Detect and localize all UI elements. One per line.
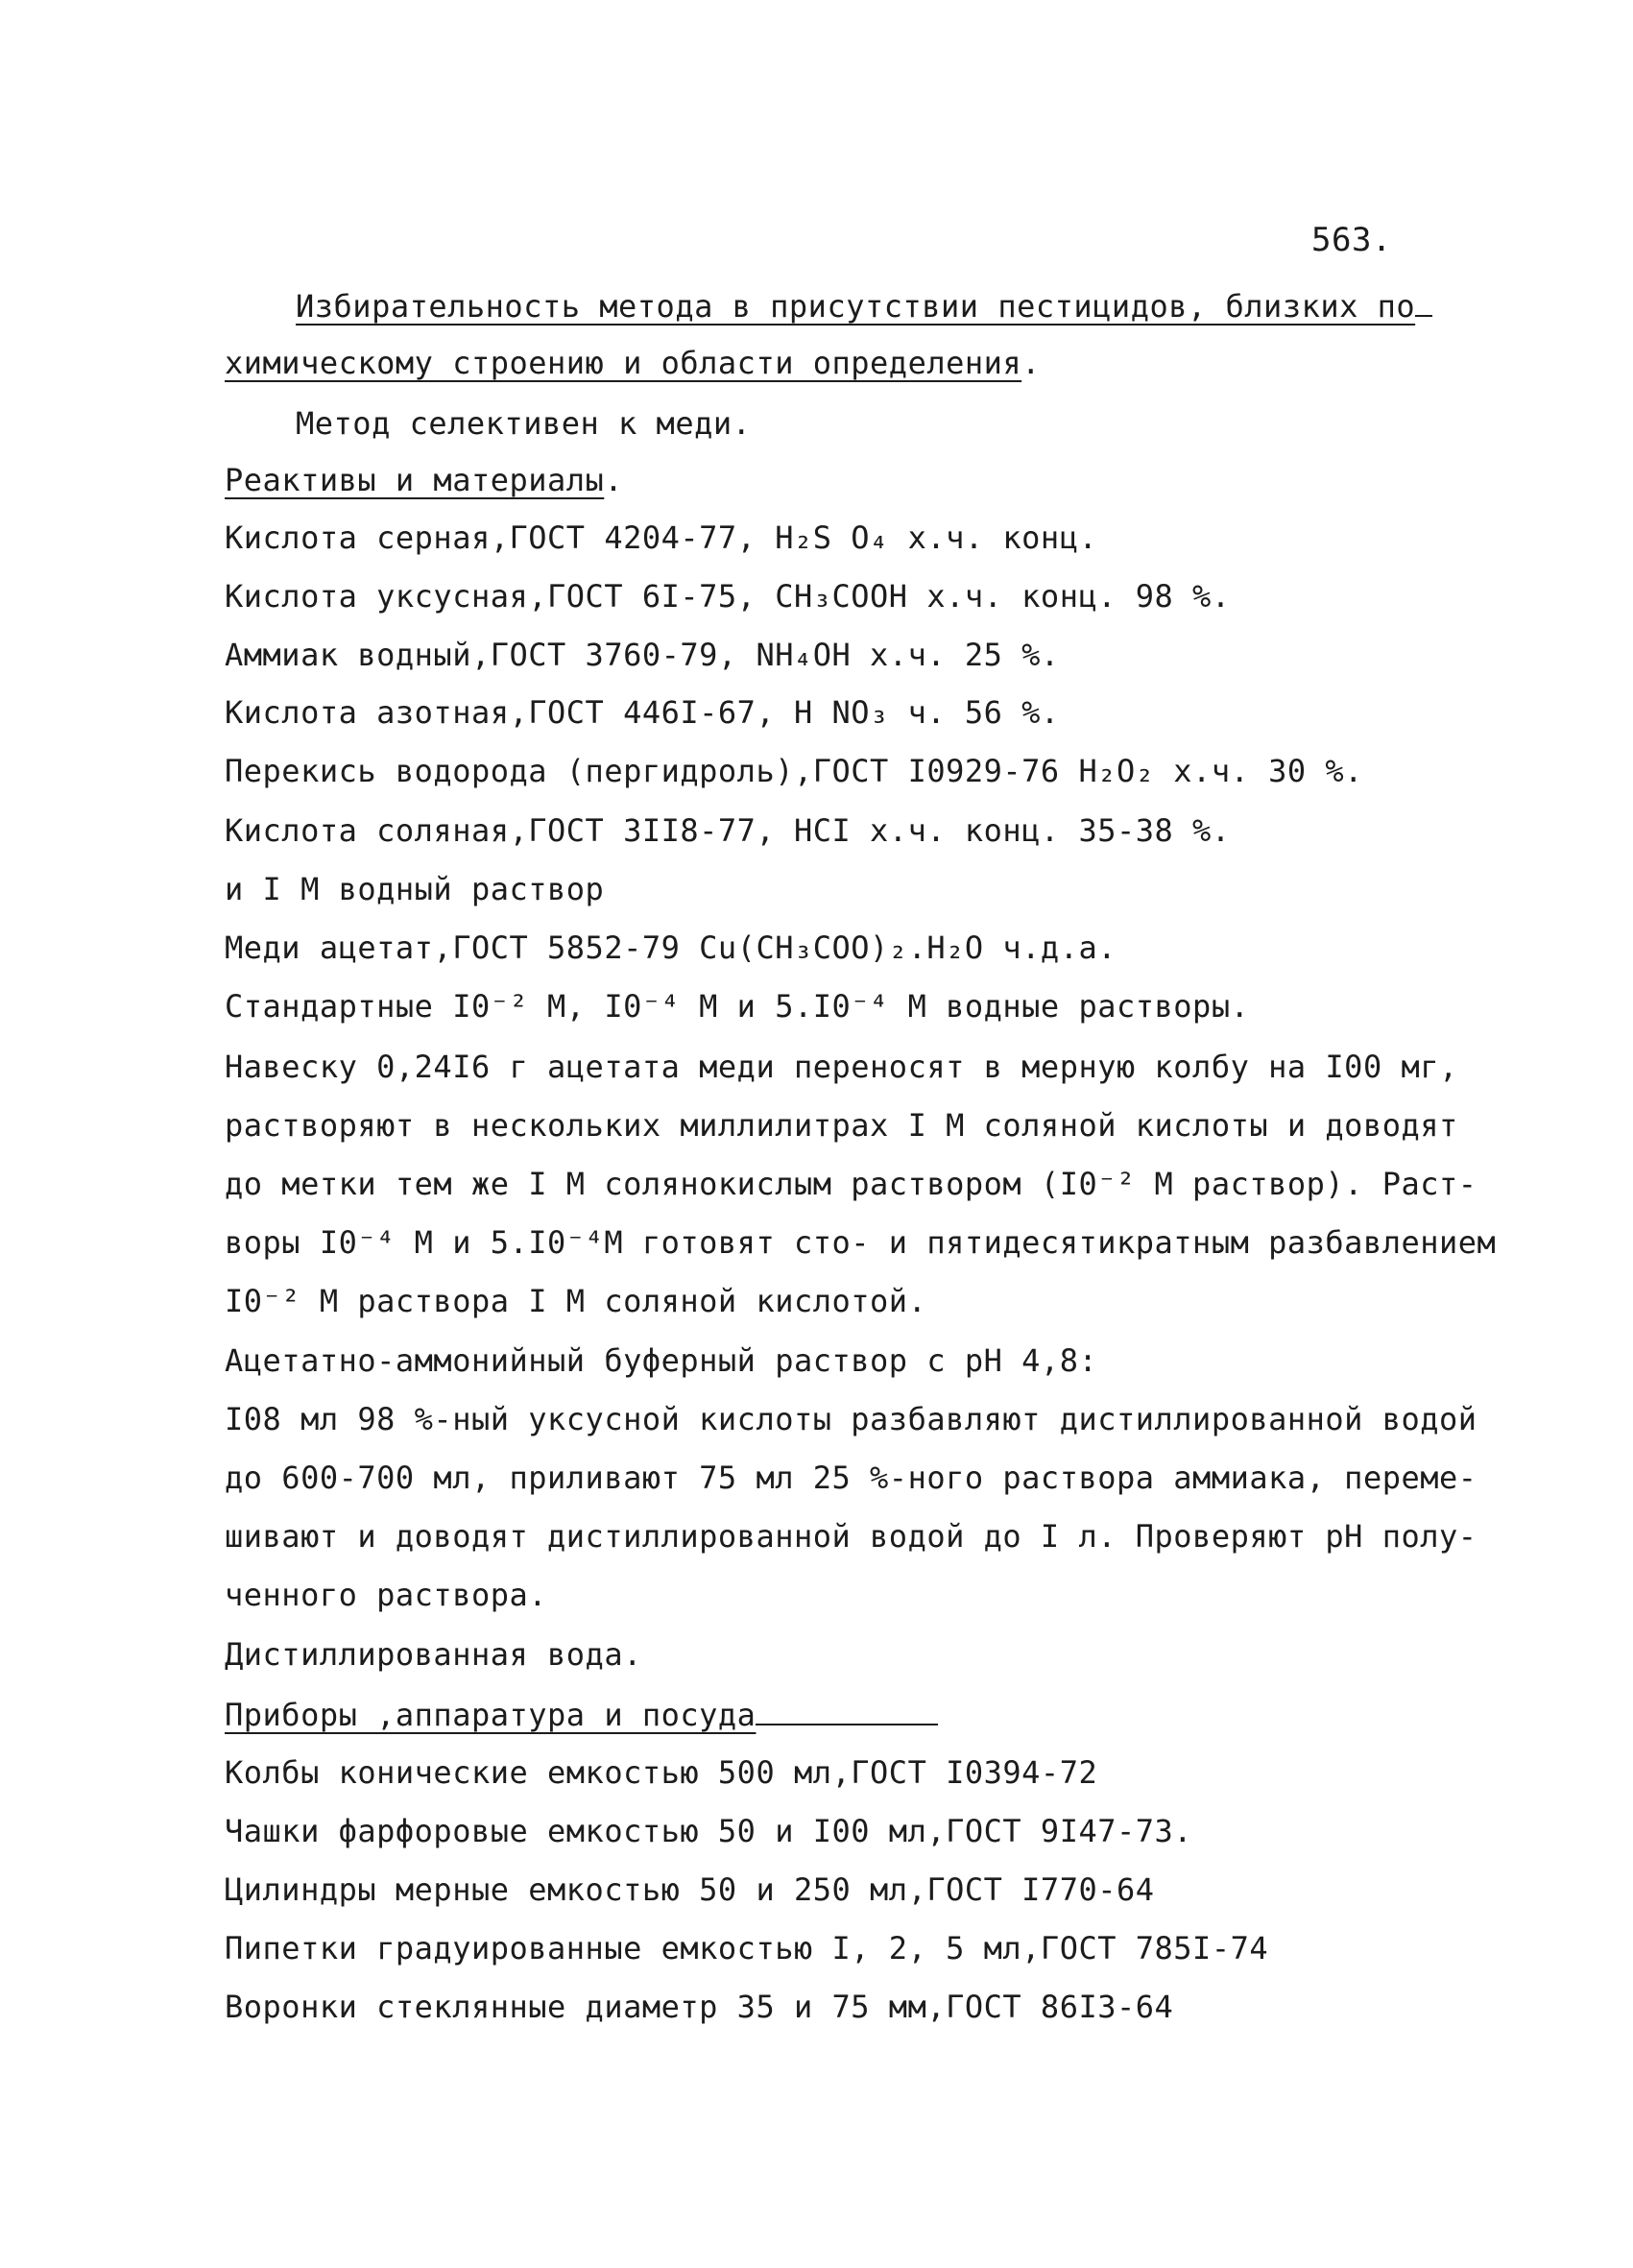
equipment-heading bbox=[225, 1695, 938, 1734]
section-heading-line-1 bbox=[296, 286, 1432, 326]
reagent-line: до 600-700 мл, приливают 75 мл 25 %-ного раствора аммиака, переме- bbox=[225, 1460, 1477, 1496]
reagent-line: до метки тем же I М солянокислым раствором (I0⁻² М раствор). Раст- bbox=[225, 1166, 1477, 1202]
equipment-heading-text: Приборы ,аппаратура и посуда bbox=[225, 1697, 756, 1733]
reagent-line: ченного раствора. bbox=[225, 1577, 548, 1613]
equipment-line: Пипетки градуированные емкостью I, 2, 5 мл,ГОСТ 785I-74 bbox=[225, 1930, 1269, 1966]
reagent-line: Ацетатно-аммонийный буферный раствор с pH 4,8: bbox=[225, 1342, 1098, 1379]
section-heading-line-2 bbox=[225, 344, 1041, 382]
equipment-line: Воронки стеклянные диаметр 35 и 75 мм,ГОСТ 86I3-64 bbox=[225, 1989, 1174, 2025]
reagent-line: Меди ацетат,ГОСТ 5852-79 Cu(CH₃COO)₂.H₂O ч.д.а. bbox=[225, 929, 1117, 966]
reagents-heading-period: . bbox=[604, 462, 624, 498]
reagent-line: Кислота соляная,ГОСТ 3II8-77, HCI х.ч. конц. 35-38 %. bbox=[225, 812, 1231, 849]
reagent-line: Аммиак водный,ГОСТ 3760-79, NH₄OH х.ч. 25 %. bbox=[225, 637, 1060, 673]
reagent-line: растворяют в нескольких миллилитрах I М соляной кислоты и доводят bbox=[225, 1107, 1458, 1144]
reagent-line: I0⁻² М раствора I М соляной кислотой. bbox=[225, 1283, 927, 1319]
reagent-line: Кислота уксусная,ГОСТ 6I-75, CH₃COOH х.ч. конц. 98 %. bbox=[225, 578, 1231, 615]
heading-text: химическому строению и области определения bbox=[225, 345, 1022, 381]
heading-underline-tail bbox=[1415, 286, 1432, 317]
reagent-line: воры I0⁻⁴ М и 5.I0⁻⁴М готовят сто- и пятидесятикратным разбавлением bbox=[225, 1224, 1497, 1261]
equipment-line: Чашки фарфоровые емкостью 50 и I00 мл,ГОСТ 9I47-73. bbox=[225, 1813, 1193, 1849]
method-statement: Метод селективен к меди. bbox=[296, 405, 752, 442]
reagent-line: Навеску 0,24I6 г ацетата меди переносят в мерную колбу на I00 мг, bbox=[225, 1049, 1458, 1085]
reagents-heading bbox=[225, 461, 623, 499]
page-number: 563. bbox=[1311, 221, 1392, 259]
reagent-line: шивают и доводят дистиллированной водой до I л. Проверяют pH полу- bbox=[225, 1518, 1477, 1555]
equipment-line: Колбы конические емкостью 500 мл,ГОСТ I0394-72 bbox=[225, 1754, 1098, 1791]
reagent-line: I08 мл 98 %-ный уксусной кислоты разбавляют дистиллированной водой bbox=[225, 1401, 1477, 1437]
reagent-line: Кислота азотная,ГОСТ 446I-67, H NO₃ ч. 56 %. bbox=[225, 694, 1060, 731]
heading-text: Избирательность метода в присутствии пестицидов, близких по bbox=[296, 288, 1416, 325]
equipment-line: Цилиндры мерные емкостью 50 и 250 мл,ГОСТ I770-64 bbox=[225, 1871, 1155, 1908]
reagent-line: и I М водный раствор bbox=[225, 871, 605, 907]
heading-period: . bbox=[1021, 345, 1041, 381]
reagent-line: Дистиллированная вода. bbox=[225, 1636, 642, 1673]
reagents-heading-text: Реактивы и материалы bbox=[225, 462, 605, 498]
equipment-heading-underline-tail bbox=[756, 1695, 938, 1725]
reagent-line: Стандартные I0⁻² М, I0⁻⁴ М и 5.I0⁻⁴ М водные растворы. bbox=[225, 988, 1250, 1025]
reagent-line: Кислота серная,ГОСТ 4204-77, H₂S O₄ х.ч. конц. bbox=[225, 519, 1098, 556]
reagent-line: Перекись водорода (пергидроль),ГОСТ I0929-76 H₂O₂ х.ч. 30 %. bbox=[225, 753, 1363, 789]
